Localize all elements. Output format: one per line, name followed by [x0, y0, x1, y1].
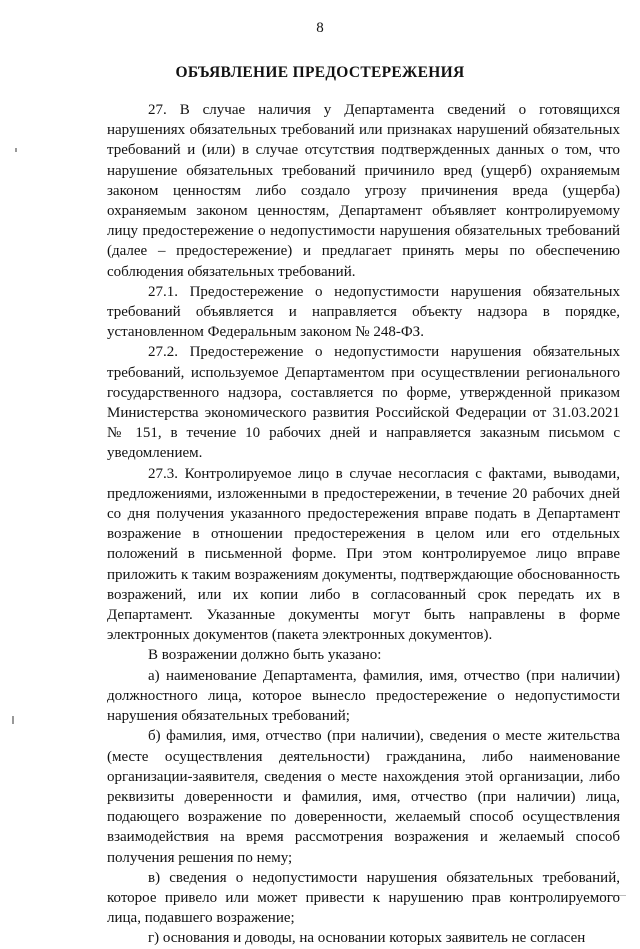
list-item-v: в) сведения о недопустимости нарушения обязательных требований, которое привело или может привести к нарушению прав контролируемого лица, подавшего возражение;	[107, 869, 620, 927]
list-item-b: б) фамилия, имя, отчество (при наличии), сведения о месте жительства (месте осуществления деятельности) гражданина, либо наименование организации-заявителя, сведения о месте нахождения этой организации, либо реквизиты доверенности и фамилия, имя, отчество (при наличии) лица, подающего возражение по доверенности, желаемый способ осуществления взаимодействия на время рассмотрения возражения и желаемый способ получения решения по нему;	[107, 728, 620, 866]
paragraph-objection-intro: В возражении должно быть указано:	[148, 647, 382, 664]
paragraph-27-3: 27.3. Контролируемое лицо в случае несогласия с фактами, выводами, предложениями, изложенными в предостережении, в течение 20 рабочих дней со дня получения указанного предостережения вправе подать в Департамент возражение в отношении предостережения в целом или его отдельных положений в письменной форме. При этом контролируемое лицо вправе приложить к таким возражениям документы, подтверждающие обоснованность возражений, или их копии либо в согласованный срок передать их в Департамент. Указанные документы могут быть направлены в форме электронных документов (пакета электронных документов).	[107, 465, 620, 644]
paragraph-27: 27. В случае наличия у Департамента сведений о готовящихся нарушениях обязательных требований или признаках нарушений обязательных требований и (или) в случае отсутствия подтвержденных данных о том, что нарушение обязательных требований причинило вред (ущерб) охраняемым законом ценностям либо создало угрозу причинения вреда (ущерба) охраняемым законом ценностям, Департамент объявляет контролируемому лицу предостережение о недопустимости нарушения обязательных требований (далее – предостережение) и предлагает принять меры по обеспечению соблюдения обязательных требований.	[107, 102, 620, 280]
scan-artifact	[12, 716, 14, 724]
list-item-a: а) наименование Департамента, фамилия, имя, отчество (при наличии) должностного лица, которое вынесло предостережение о недопустимости нарушения обязательных требований;	[107, 667, 620, 725]
page-number: 8	[316, 20, 324, 36]
document-body	[107, 100, 620, 949]
paragraph-27-2: 27.2. Предостережение о недопустимости нарушения обязательных требований, используемое Департаментом при осуществлении регионального государственного надзора, составляется по форме, утвержденной приказом Министерства экономического развития Российской Федерации от 31.03.2021 № 151, в течение 10 рабочих дней и направляется заказным письмом с уведомлением.	[107, 344, 620, 462]
paragraph-27-1: 27.1. Предостережение о недопустимости нарушения обязательных требований объявляется и направляется объекту надзора в порядке, установленном Федеральным законом № 248-ФЗ.	[107, 283, 620, 341]
section-heading: ОБЪЯВЛЕНИЕ ПРЕДОСТЕРЕЖЕНИЯ	[175, 64, 465, 81]
scan-artifact	[15, 148, 17, 152]
list-item-g: г) основания и доводы, на основании которых заявитель не согласен	[148, 930, 586, 947]
